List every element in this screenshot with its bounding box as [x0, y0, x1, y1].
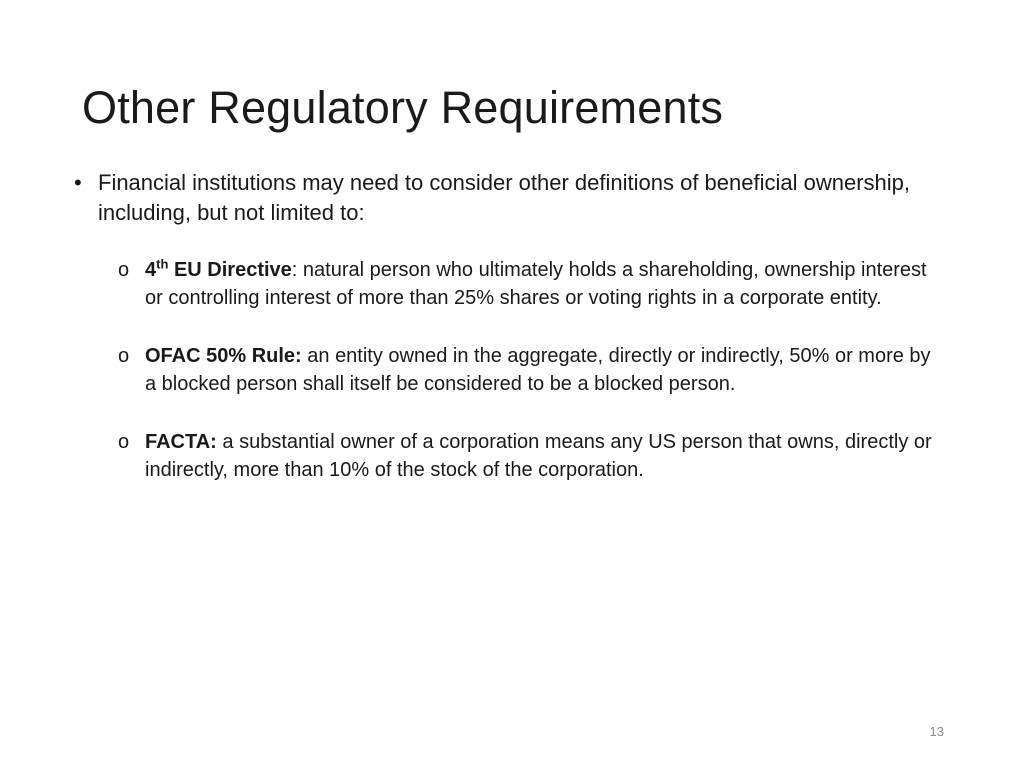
bullet-item — [72, 168, 952, 228]
sub-bullet-text — [145, 256, 935, 312]
definition-text: natural person who ultimately holds a shareholding, ownership interest or controlling interest of more than 25% shares or voting rights in a corporate entity. — [145, 259, 927, 309]
slide-body — [72, 168, 952, 514]
term-ofac-rule: OFAC 50% Rule: — [145, 345, 302, 367]
page-number: 13 — [929, 724, 944, 739]
bullet-intro-text: Financial institutions may need to consider other definitions of beneficial ownership, including, but not limited to: — [98, 170, 911, 225]
term-separator: : — [291, 259, 303, 281]
bullet-icon: • — [74, 170, 82, 195]
term-ordinal-suffix: th — [156, 256, 169, 272]
definition-text: a substantial owner of a corporation means any US person that owns, directly or indirectly, more than 10% of the stock of the corporation. — [145, 431, 932, 481]
sub-bullet-text — [145, 342, 935, 398]
slide-title: Other Regulatory Requirements — [82, 82, 724, 133]
term-eu-directive — [145, 256, 292, 281]
circle-bullet-icon: o — [118, 345, 130, 367]
term-name: EU Directive — [168, 259, 292, 281]
term-ordinal: 4 — [145, 259, 157, 281]
sub-bullet-facta — [118, 428, 952, 484]
sub-bullet-eu-directive — [118, 256, 952, 312]
sub-bullet-text — [145, 428, 935, 484]
circle-bullet-icon: o — [118, 259, 130, 281]
circle-bullet-icon: o — [118, 431, 130, 453]
term-facta: FACTA: — [145, 431, 217, 453]
definition-text: an entity owned in the aggregate, directly or indirectly, 50% or more by a blocked person shall itself be considered to be a blocked person. — [145, 345, 931, 395]
sub-bullet-ofac-rule — [118, 342, 952, 398]
sub-bullet-list — [72, 256, 952, 484]
